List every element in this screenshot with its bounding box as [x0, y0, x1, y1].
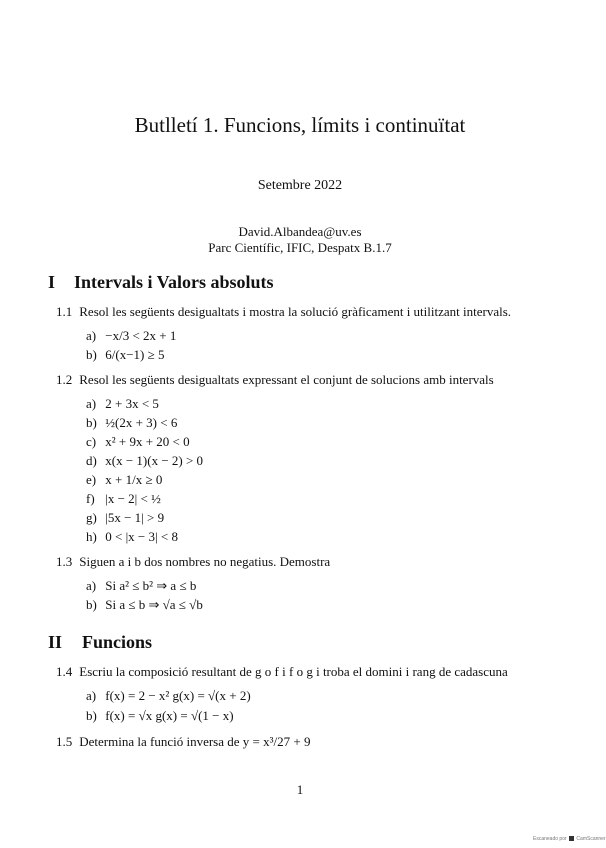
math-expression: ½(2x + 3) < 6 [105, 415, 178, 430]
list-item: h) 0 < |x − 3| < 8 [86, 529, 178, 544]
problem-number: 1.4 [56, 664, 73, 679]
problem-text: Siguen a i b dos nombres no negatius. Demostra [79, 554, 331, 569]
problem-1-4 [56, 664, 508, 680]
problem-1-1 [56, 304, 511, 320]
list-item: g) |5x − 1| > 9 [86, 510, 165, 525]
list-item: f) |x − 2| < ½ [86, 491, 161, 506]
page-number: 1 [296, 782, 304, 797]
problem-1-5 [56, 734, 310, 750]
scanner-text: Escaneado por [533, 836, 567, 842]
math-expression: |x − 2| < ½ [105, 491, 161, 506]
problem-number: 1.1 [56, 304, 73, 319]
problem-number: 1.5 [56, 734, 73, 749]
math-expression: −x/3 < 2x + 1 [105, 328, 177, 343]
math-expression: f(x) = √x g(x) = √(1 − x) [105, 708, 234, 723]
scanner-watermark [533, 836, 606, 842]
list-item: d) x(x − 1)(x − 2) > 0 [86, 453, 204, 468]
problem-text: Determina la funció inversa de y = x³/27 + 9 [79, 734, 311, 749]
math-expression: x + 1/x ≥ 0 [105, 472, 163, 487]
math-expression: Si a ≤ b ⇒ √a ≤ √b [105, 597, 203, 612]
section-title: Funcions [82, 632, 153, 652]
list-item: b) Si a ≤ b ⇒ √a ≤ √b [86, 597, 203, 612]
list-item: a) Si a² ≤ b² ⇒ a ≤ b [86, 578, 197, 593]
author-email: David.Albandea@uv.es [238, 224, 362, 239]
problem-number: 1.3 [56, 554, 73, 569]
list-item: a) −x/3 < 2x + 1 [86, 328, 177, 343]
document-date: Setembre 2022 [257, 178, 343, 193]
problem-1-2 [56, 372, 494, 388]
problem-text: Escriu la composició resultant de g o f i f o g i troba el domini i rang de cadascuna [79, 664, 508, 679]
camscanner-logo-icon [569, 836, 574, 841]
math-expression: Si a² ≤ b² ⇒ a ≤ b [105, 578, 197, 593]
section-number: I [48, 272, 56, 292]
document-title: Butlletí 1. Funcions, límits i continuïtat [134, 113, 466, 137]
problem-number: 1.2 [56, 372, 73, 387]
problem-1-3 [56, 554, 330, 570]
list-item: a) 2 + 3x < 5 [86, 396, 159, 411]
math-expression: 2 + 3x < 5 [105, 396, 159, 411]
math-expression: 0 < |x − 3| < 8 [105, 529, 178, 544]
problem-text: Resol les següents desigualtats i mostra la solució gràficament i utilitzant intervals. [79, 304, 512, 319]
section-number: II [48, 632, 63, 652]
math-expression: x² + 9x + 20 < 0 [105, 434, 190, 449]
scanner-brand: CamScanner [576, 836, 606, 842]
math-expression: |5x − 1| > 9 [105, 510, 165, 525]
list-item: b) ½(2x + 3) < 6 [86, 415, 178, 430]
math-expression: f(x) = 2 − x² g(x) = √(x + 2) [105, 688, 251, 703]
math-expression: 6/(x−1) ≥ 5 [105, 347, 165, 362]
list-item: c) x² + 9x + 20 < 0 [86, 434, 190, 449]
list-item: e) x + 1/x ≥ 0 [86, 472, 163, 487]
author-office: Parc Científic, IFIC, Despatx B.1.7 [208, 240, 392, 255]
section-heading-2 [48, 632, 152, 653]
section-heading-1 [48, 272, 274, 293]
list-item: a) f(x) = 2 − x² g(x) = √(x + 2) [86, 688, 251, 703]
problem-text: Resol les següents desigualtats expressant el conjunt de solucions amb intervals [79, 372, 494, 387]
section-title: Intervals i Valors absoluts [74, 272, 274, 292]
list-item: b) 6/(x−1) ≥ 5 [86, 347, 165, 362]
math-expression: x(x − 1)(x − 2) > 0 [105, 453, 204, 468]
list-item: b) f(x) = √x g(x) = √(1 − x) [86, 708, 234, 723]
